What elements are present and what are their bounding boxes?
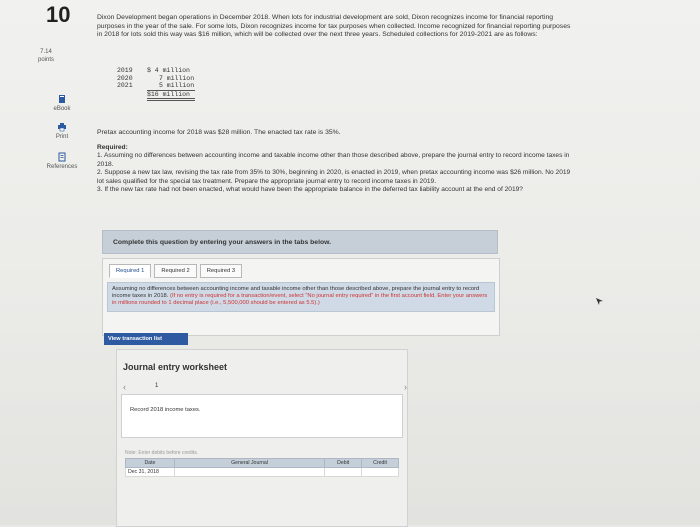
tab-required-2[interactable]: Required 2 — [154, 264, 196, 278]
journal-entry-worksheet — [116, 349, 408, 527]
points-label: points — [38, 57, 55, 63]
prev-arrow-icon[interactable]: ‹ — [123, 382, 126, 392]
journal-debit-cell[interactable] — [325, 468, 362, 477]
ebook-label: eBook — [53, 106, 71, 112]
requirement-2: 2. Suppose a new tax law, revising the tax rate from 35% to 30%, beginning in 2020, is enacted in 2019, when pretax accounting income was $26 million. No 2019 lot sales qualified for the special tax treatment. Prepare the appropriate journal entry to record income taxes in 2019. — [97, 169, 571, 185]
print-button[interactable] — [40, 122, 84, 140]
collection-schedule — [117, 67, 207, 101]
journal-account-cell[interactable] — [174, 468, 324, 477]
schedule-amount: 7 million — [159, 74, 195, 82]
requirement-3: 3. If the new tax rate had not been enacted, what would have been the appropriate balance in the deferred tax liability account at the end of 2019? — [97, 186, 523, 194]
schedule-total-row — [117, 90, 207, 102]
journal-table — [125, 458, 399, 477]
pretax-statement: Pretax accounting income for 2018 was $28 million. The enacted tax rate is 35%. — [97, 129, 341, 136]
schedule-row — [117, 75, 207, 83]
problem-intro: Dixon Development began operations in December 2018. When lots for industrial development are sold, Dixon recognizes income for financial reporting purposes in the year of the sale. For some lots, Dixon recognizes income for tax purposes when collected. Income recognized for financial reporting purposes in 2018 for lots sold this way was $16 million, which will be collected over the next three years. Scheduled collections for 2019-2021 are as follows: — [97, 14, 571, 39]
journal-date-cell[interactable]: Dec 31, 2018 — [126, 468, 175, 477]
column-header-credit: Credit — [362, 459, 399, 468]
schedule-total: $16 million — [147, 90, 195, 102]
column-header-date: Date — [126, 459, 175, 468]
points-number: 7.14 — [40, 49, 52, 55]
schedule-row — [117, 82, 207, 90]
points-value — [38, 48, 54, 64]
view-transaction-list-button[interactable]: View transaction list — [104, 333, 188, 345]
required-section — [97, 144, 577, 194]
tab-required-1[interactable]: Required 1 — [109, 264, 151, 278]
tabs-panel — [102, 258, 500, 336]
next-arrow-icon[interactable]: › — [404, 382, 407, 392]
schedule-row — [117, 67, 207, 75]
journal-row — [126, 468, 399, 477]
record-description-box — [121, 394, 403, 438]
tab-bar — [109, 264, 245, 278]
printer-icon — [57, 122, 67, 132]
worksheet-title: Journal entry worksheet — [123, 362, 228, 372]
references-icon — [57, 152, 67, 162]
schedule-year: 2021 — [117, 82, 133, 90]
record-description: Record 2018 income taxes. — [130, 407, 201, 413]
schedule-year: 2019 — [117, 67, 133, 74]
question-number: 10 — [46, 2, 71, 27]
complete-instruction-bar: Complete this question by entering your answers in the tabs below. — [102, 230, 498, 254]
journal-credit-cell[interactable] — [362, 468, 399, 477]
instruction-main: Assuming no differences between accounting income and taxable income other than those described above, prepare the journal entry to record income taxes in 2018. — [112, 286, 480, 300]
tab-instruction — [107, 282, 495, 312]
debit-credit-note: Note: Enter debits before credits. — [125, 450, 199, 456]
column-header-debit: Debit — [325, 459, 362, 468]
tab-required-3[interactable]: Required 3 — [200, 264, 242, 278]
print-label: Print — [55, 134, 69, 140]
page-number[interactable]: 1 — [155, 383, 159, 389]
ebook-button[interactable] — [40, 94, 84, 112]
worksheet-nav — [123, 382, 409, 394]
references-button[interactable] — [40, 152, 84, 170]
book-icon — [57, 94, 67, 104]
instruction-note: (If no entry is required for a transaction/event, select "No journal entry required" in the first account field. Enter your answers in millions rounded to 1 decimal place (i.e., 5,500,000 should be entered as 5.5).) — [112, 293, 488, 307]
requirement-1: 1. Assuming no differences between accounting income and taxable income other than those described above, prepare the journal entry to record income taxes in 2018. — [97, 152, 570, 168]
schedule-year: 2020 — [117, 74, 133, 82]
mouse-cursor-icon — [596, 292, 603, 299]
schedule-amount: 5 million — [159, 82, 195, 90]
required-label: Required: — [97, 144, 128, 151]
column-header-general-journal: General Journal — [174, 459, 324, 468]
schedule-amount: $ 4 million — [147, 67, 190, 74]
references-label: References — [46, 164, 78, 170]
